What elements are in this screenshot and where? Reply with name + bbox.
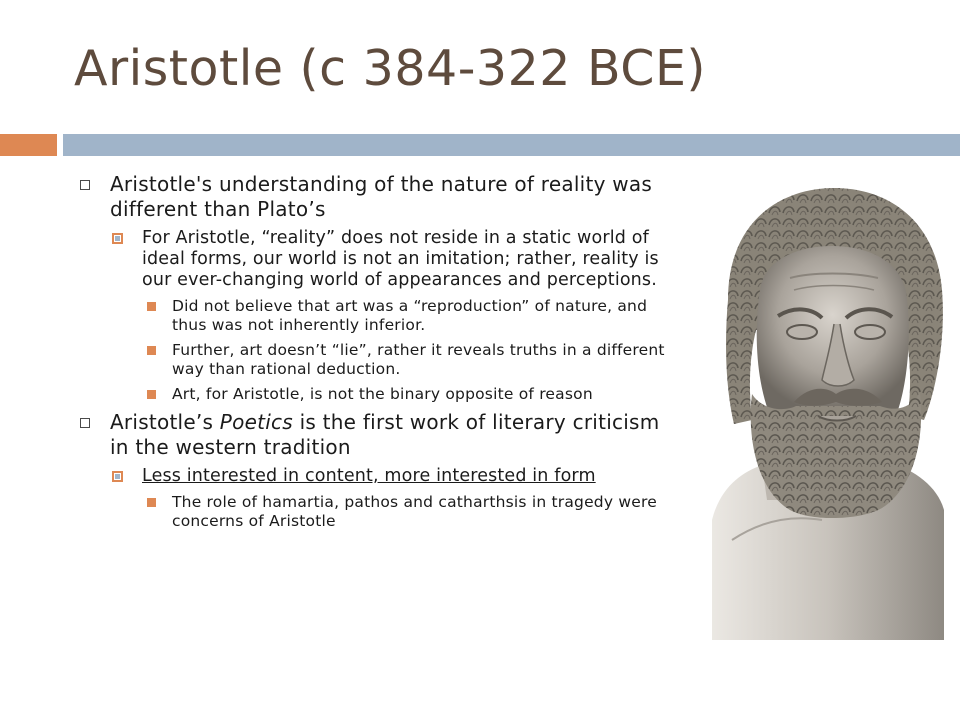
bullet-text-before: Aristotle’s [110, 410, 220, 434]
bullet-text: Further, art doesn’t “lie”, rather it reveals truths in a different way than rational deduction. [172, 341, 665, 378]
bullet-level2 [78, 466, 678, 487]
square-bullet-icon [80, 418, 90, 428]
bullet-level3 [78, 297, 678, 335]
bullet-level3 [78, 493, 678, 531]
square-bullet-icon [80, 180, 90, 190]
filled-square-bullet-icon [147, 390, 156, 399]
filled-square-bullet-icon [147, 346, 156, 355]
bullet-level1 [78, 410, 678, 460]
bullet-text: Less interested in content, more interested in form [142, 466, 596, 486]
bullet-list [78, 172, 678, 537]
bullet-level1 [78, 172, 678, 222]
slide-title: Aristotle (c 384-322 BCE) [74, 40, 707, 97]
bullet-level2 [78, 228, 678, 291]
filled-square-bullet-icon [147, 302, 156, 311]
bullet-text: Aristotle's understanding of the nature of reality was different than Plato’s [110, 172, 653, 221]
filled-square-bullet-icon [147, 498, 156, 507]
bullet-text-italic: Poetics [219, 410, 293, 434]
bullet-text: Did not believe that art was a “reproduction” of nature, and thus was not inherently inferior. [172, 297, 648, 334]
bullet-level3 [78, 341, 678, 379]
bullet-text: For Aristotle, “reality” does not reside in a static world of ideal forms, our world is not an imitation; rather, reality is our ever-changing world of appearances and perceptions. [142, 228, 659, 290]
aristotle-bust-image [712, 180, 944, 640]
box-bullet-icon [112, 471, 123, 482]
box-bullet-icon [112, 233, 123, 244]
accent-bar-blue [63, 134, 960, 156]
accent-bar-orange [0, 134, 57, 156]
bullet-text: The role of hamartia, pathos and catharthsis in tragedy were concerns of Aristotle [172, 493, 657, 530]
bullet-level3 [78, 385, 678, 404]
bullet-text: Art, for Aristotle, is not the binary opposite of reason [172, 385, 593, 403]
bullet-text-after: is the first work of literary criticism in the western tradition [110, 410, 660, 459]
